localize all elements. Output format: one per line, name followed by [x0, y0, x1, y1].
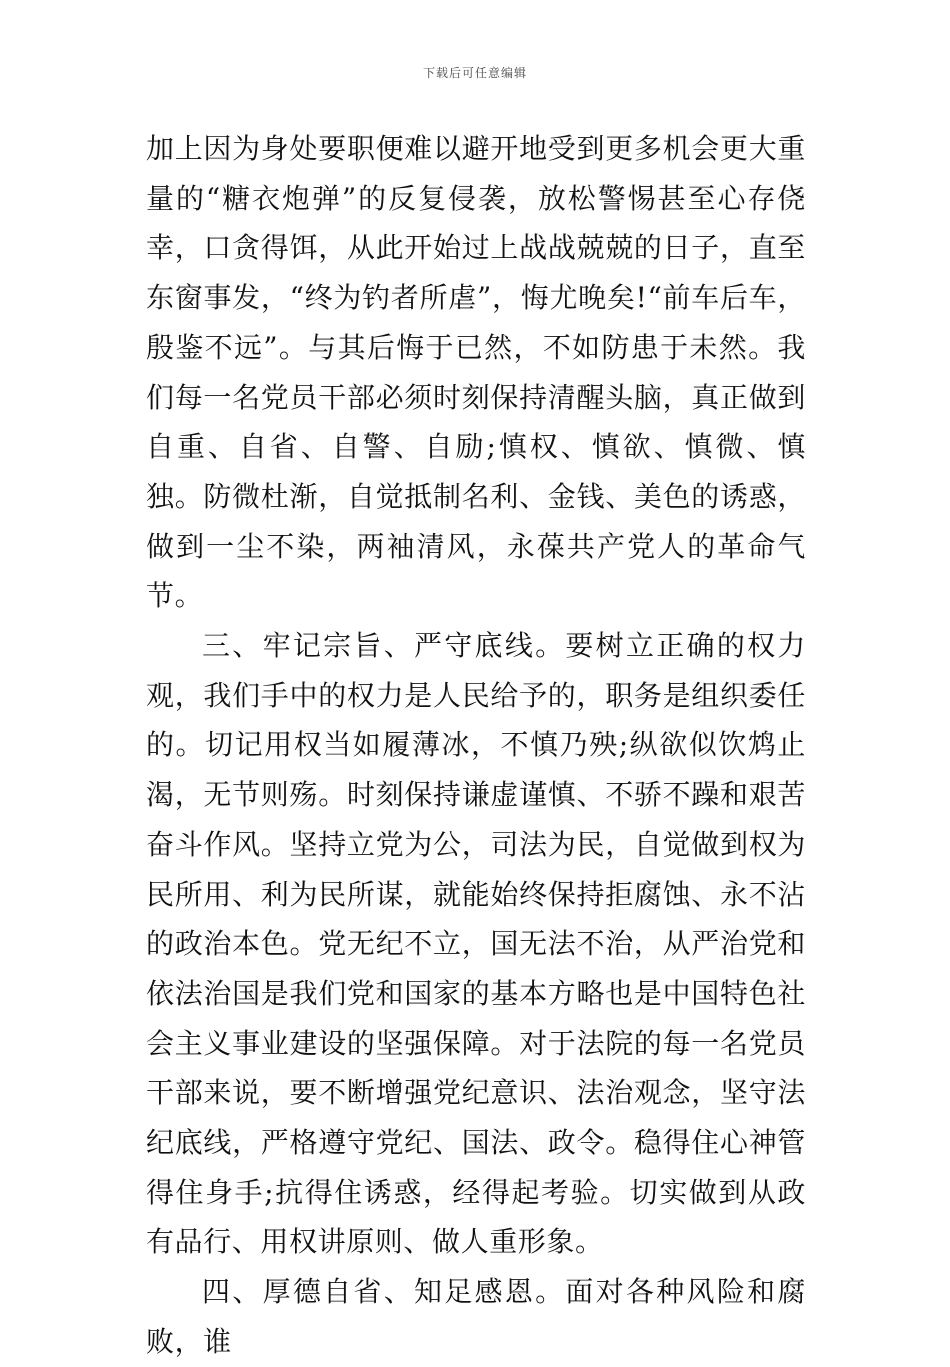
page-header-note: 下载后可任意编辑: [422, 66, 527, 80]
paragraph-continuation: 加上因为身处要职便难以避开地受到更多机会更大重量的“糖衣炮弹”的反复侵袭，放松警惕甚至心存侥幸，口贪得饵，从此开始过上战战兢兢的日子，直至东窗事发，“终为钓者所虐”，悔尤晚矣!“前车后车，殷鉴不远”。与其后悔于已然，不如防患于未然。我们每一名党员干部必须时刻保持清醒头脑，真正做到自重、自省、自警、自励;慎权、慎欲、慎微、慎独。防微杜渐，自觉抵制名利、金钱、美色的诱惑，做到一尘不染，两袖清风，永葆共产党人的革命气节。: [146, 132, 806, 613]
document-body: [146, 124, 806, 1367]
paragraph-section-four: 四、厚德自省、知足感恩。面对各种风险和腐败，谁: [146, 1275, 806, 1358]
paragraph-section-three: 三、牢记宗旨、严守底线。要树立正确的权力观，我们手中的权力是人民给予的，职务是组织委任的。切记用权当如履薄冰，不慎乃殃;纵欲似饮鸩止渴，无节则殇。时刻保持谦虚谨慎、不骄不躁和艰苦奋斗作风。坚持立党为公，司法为民，自觉做到权为民所用、利为民所谋，就能始终保持拒腐蚀、永不沾的政治本色。党无纪不立，国无法不治，从严治党和依法治国是我们党和国家的基本方略也是中国特色社会主义事业建设的坚强保障。对于法院的每一名党员干部来说，要不断增强党纪意识、法治观念，坚守法纪底线，严格遵守党纪、国法、政令。稳得住心神管得住身手;抗得住诱惑，经得起考验。切实做到从政有品行、用权讲原则、做人重形象。: [146, 629, 806, 1259]
